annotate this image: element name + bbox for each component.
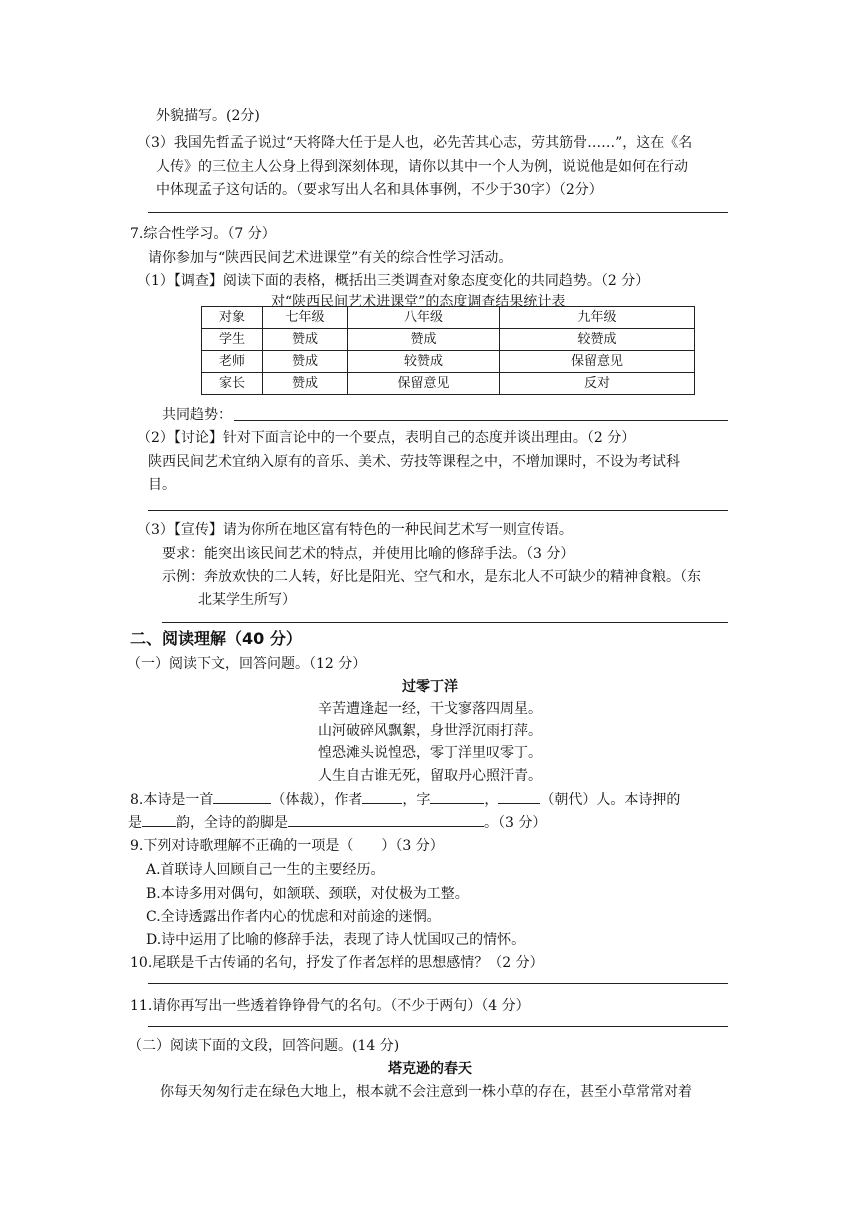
table-cell: 反对 [500,373,695,395]
table-cell: 学生 [202,329,263,351]
q6-sub3-line-2: 人传》的三位主人公身上得到深刻体现，请你以其中一个人为例，说说他是如何在行动 [156,159,688,175]
q8-text: 8.本诗是一首 [130,792,214,808]
table-header-cell: 八年级 [348,307,500,329]
poem-title: 过零丁洋 [402,679,458,695]
q8-text: （朝代）人。本诗押的 [540,792,681,808]
table-caption: 对“陕西民间艺术进课堂”的态度调查结果统计表 [271,294,566,310]
q6-sub3-line-3: 中体现孟子这句话的。（要求写出人名和具体事例，不少于30字）（2分） [156,182,603,198]
q11-stem: 11.请你再写出一些透着铮铮骨气的名句。（不少于两句）（4 分） [130,998,530,1014]
answer-line [162,622,728,623]
table-cell: 保留意见 [500,351,695,373]
table-header-cell: 九年级 [500,307,695,329]
q7-sub1: （1）【调查】阅读下面的表格，概括出三类调查对象态度变化的共同趋势。（2 分） [137,273,650,289]
blank[interactable] [213,788,271,804]
q8-text: 韵，全诗的韵脚是 [176,815,288,831]
table-cell: 赞成 [263,351,348,373]
q7-sub3: （3）【宣传】请为你所在地区富有特色的一种民间艺术写一则宣传语。 [137,522,573,538]
poem-line: 辛苦遭逢起一经，干戈寥落四周星。 [318,701,542,717]
poem-line: 惶恐滩头说惶恐，零丁洋里叹零丁。 [318,745,542,761]
q7-sub3-example-2: 北某学生所写） [198,592,296,608]
answer-line [148,510,728,511]
q6-continuation: 外貌描写。(2分) [156,108,260,124]
table-header-row [202,307,695,329]
table-row [202,373,695,395]
table-row [202,351,695,373]
answer-line [148,1026,728,1027]
section-1-intro: （一）阅读下文，回答问题。（12 分） [127,656,367,672]
table-cell: 赞成 [263,329,348,351]
q8-text: ，字 [402,792,431,808]
section-2-intro: （二）阅读下面的文段，回答问题。(14 分) [128,1038,400,1054]
q9-option-b: B.本诗多用对偶句，如颔联、颈联，对仗极为工整。 [146,886,469,902]
q8-line-1 [130,788,680,812]
blank[interactable] [430,788,484,804]
q8-text: 是 [128,815,142,831]
q8-line-2 [128,811,546,835]
q8-text: （体裁），作者 [271,792,363,808]
survey-table [201,306,695,395]
table-row [202,329,695,351]
q10-stem: 10.尾联是千古传诵的名句，抒发了作者怎样的思想感情？（2 分） [130,955,544,971]
table-cell: 老师 [202,351,263,373]
q9-option-d: D.诗中运用了比喻的修辞手法，表现了诗人忧国叹己的情怀。 [146,932,526,948]
table-header-cell: 对象 [202,307,263,329]
q7-title: 7.综合性学习。（7 分） [130,226,276,242]
poem-line: 人生自古谁无死，留取丹心照汗青。 [318,768,542,784]
answer-line [234,420,728,421]
table-cell: 赞成 [263,373,348,395]
q7-sub2-quote-2: 目。 [148,477,176,493]
section-title: 二、阅读理解（40 分） [130,629,302,648]
blank[interactable] [362,788,402,804]
table-cell: 较赞成 [500,329,695,351]
q7-sub3-example-1: 示例：奔放欢快的二人转，好比是阳光、空气和水，是东北人不可缺少的精神食粮。（东 [162,569,701,585]
q7-intro: 请你参加与“陕西民间艺术进课堂”有关的综合性学习活动。 [148,250,513,266]
table-cell: 家长 [202,373,263,395]
q8-text: ， [484,792,499,808]
q8-text: 。（3 分） [484,815,547,831]
q6-sub3-line-1: （3）我国先哲孟子说过“天将降大任于是人也，必先苦其心志，劳其筋骨……”，这在《名 [137,135,693,151]
blank[interactable] [498,788,540,804]
table-cell: 赞成 [348,329,500,351]
q7-sub3-req: 要求：能突出该民间艺术的特点，并使用比喻的修辞手法。（3 分） [162,546,575,562]
blank[interactable] [288,811,484,827]
essay-title: 塔克逊的春天 [388,1061,472,1077]
trend-label: 共同趋势： [162,407,232,423]
q9-stem: 9.下列对诗歌理解不正确的一项是（ ）（3 分） [130,838,444,854]
answer-line [148,983,728,984]
table-cell: 保留意见 [348,373,500,395]
answer-line [148,212,728,213]
q7-sub2-quote-1: 陕西民间艺术宜纳入原有的音乐、美术、劳技等课程之中，不增加课时，不设为考试科 [148,454,680,470]
table-cell: 较赞成 [348,351,500,373]
blank[interactable] [142,811,176,827]
table-header-cell: 七年级 [263,307,348,329]
q7-sub2: （2）【讨论】针对下面言论中的一个要点，表明自己的态度并谈出理由。（2 分） [137,430,636,446]
poem-line: 山河破碎风飘絮，身世浮沉雨打萍。 [318,723,542,739]
q9-option-a: A.首联诗人回顾自己一生的主要经历。 [146,862,385,878]
q9-option-c: C.全诗透露出作者内心的忧虑和对前途的迷惘。 [146,909,441,925]
essay-first-line: 你每天匆匆行走在绿色大地上，根本就不会注意到一株小草的存在，甚至小草常常对着 [160,1084,692,1100]
